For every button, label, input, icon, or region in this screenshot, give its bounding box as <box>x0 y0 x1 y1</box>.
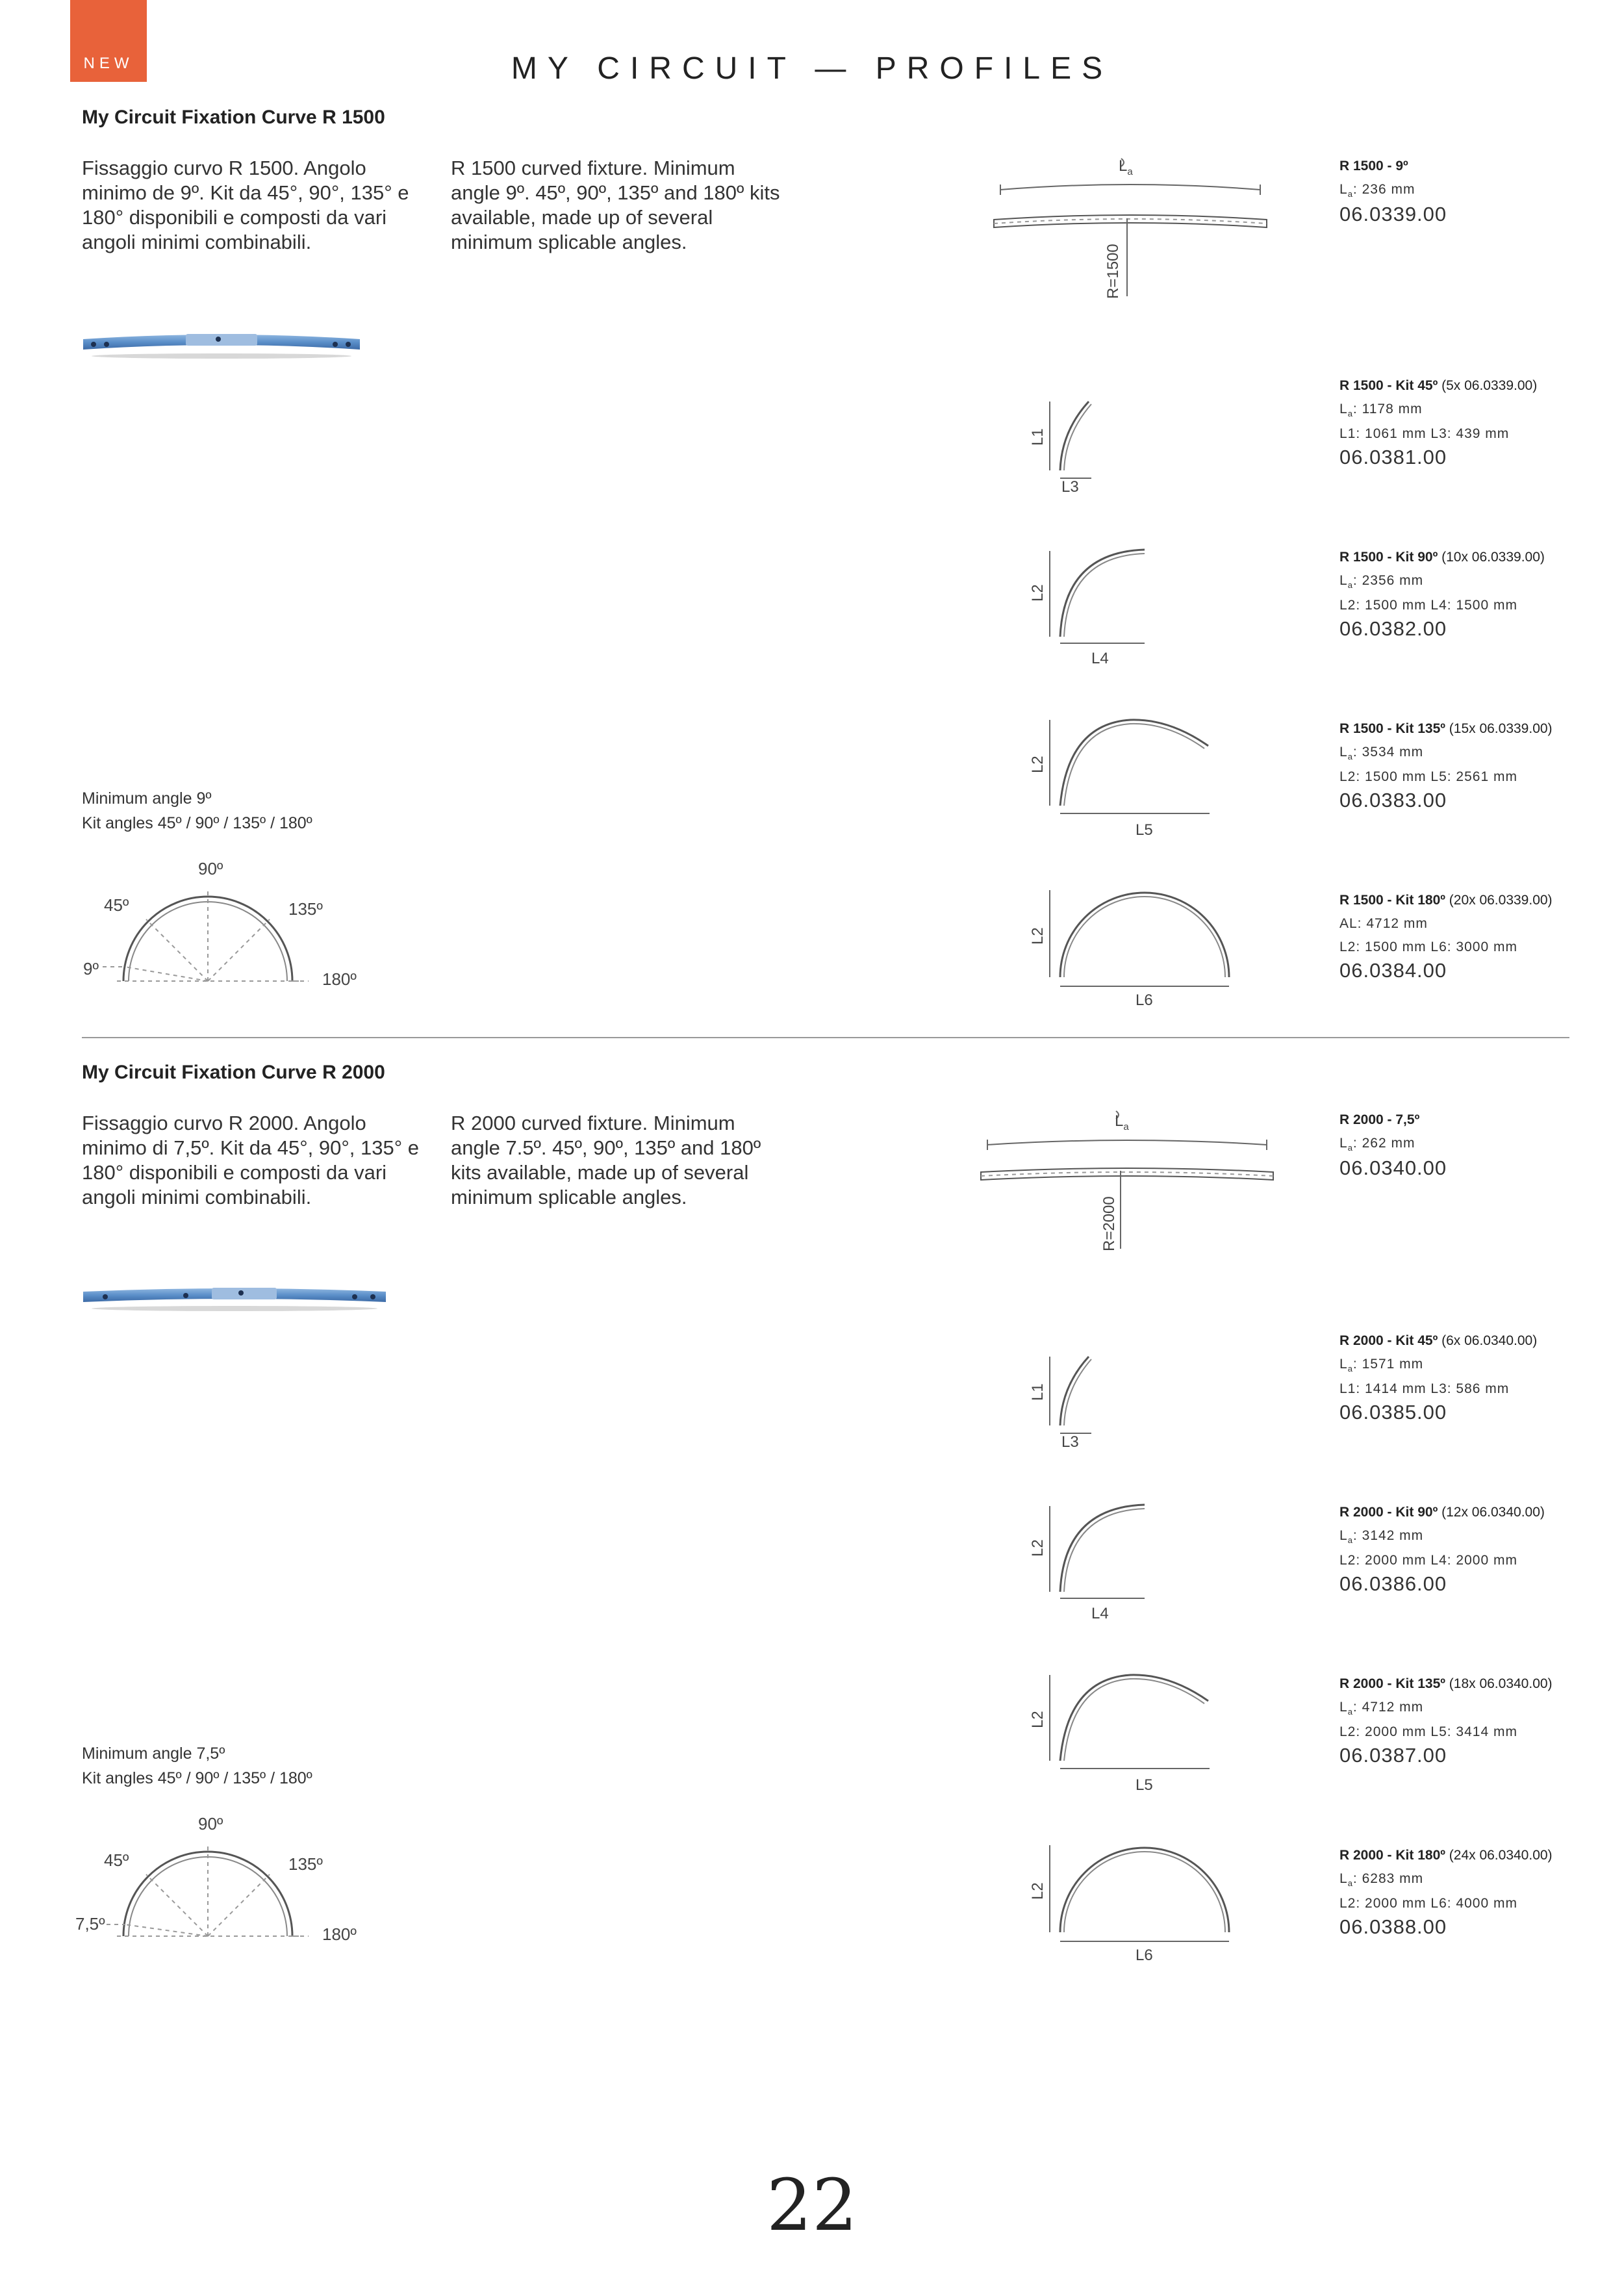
kit135-drawing-r2000 <box>1026 1670 1221 1774</box>
kit90-h-label-r2000: L4 <box>1091 1605 1109 1622</box>
product-code: 06.0384.00 <box>1339 959 1447 982</box>
kit-angles-r2000: Kit angles 45º / 90º / 135º / 180º <box>82 1769 312 1787</box>
kit135-drawing-r1500 <box>1026 715 1221 819</box>
kit135-h-label-r2000: L5 <box>1136 1776 1153 1794</box>
product-spec-r2000-kit45: R 2000 - Kit 45º (6x 06.0340.00) $L_a$: 1571 mm L1: 1414 mm L3: 586 mm 06.0385.00 <box>1339 1333 1538 1424</box>
description-italian-r1500: Fissaggio curvo R 1500. Angolo minimo de 9º. Kit da 45°, 90°, 135° e 180° disponibili e composti da vari angoli minimi combinabili. <box>82 157 409 253</box>
kit45-v-label-r2000: L1 <box>1029 1383 1047 1401</box>
product-spec-r2000-kit135: R 2000 - Kit 135º (18x 06.0340.00) $L_a$: 4712 mm L2: 2000 mm L5: 3414 mm 06.0387.00 <box>1339 1676 1553 1767</box>
kit45-h-label-r1500: L3 <box>1061 478 1079 496</box>
profile-photo-r2000 <box>82 1277 387 1316</box>
angle-min-label: 9º <box>83 959 99 978</box>
product-code: 06.0387.00 <box>1339 1744 1447 1767</box>
product-spec-r1500-kit180: R 1500 - Kit 180º (20x 06.0339.00) AL: 4712 mm L2: 1500 mm L6: 3000 mm 06.0384.00 <box>1339 893 1553 982</box>
product-spec-r1500-kit90: R 1500 - Kit 90º (10x 06.0339.00) $L_a$: 2356 mm L2: 1500 mm L4: 1500 mm 06.0382.00 <box>1339 550 1545 641</box>
radius-label-r2000: R=2000 <box>1100 1196 1118 1251</box>
kit180-drawing-r2000 <box>1026 1840 1241 1944</box>
description-english-r2000: R 2000 curved fixture. Minimum angle 7.5º. 45º, 90º, 135º and 180º kits available, made up of several minimum splicable angles. <box>451 1112 761 1208</box>
angle-90-label: 90º <box>198 859 223 878</box>
angle-135-label: 135º <box>288 899 323 919</box>
product-code: 06.0382.00 <box>1339 617 1447 641</box>
kit45-v-label-r1500: L1 <box>1029 428 1047 446</box>
minimum-angle-r1500: Minimum angle 9º <box>82 789 212 808</box>
product-spec-r2000-7-5: R 2000 - 7,5º $L_a$: 262 mm 06.0340.00 <box>1339 1112 1447 1180</box>
kit180-v-label-r2000: L2 <box>1029 1882 1047 1900</box>
kit90-v-label-r1500: L2 <box>1029 584 1047 602</box>
kit135-v-label-r2000: L2 <box>1029 1711 1047 1728</box>
section-divider <box>82 1037 1569 1038</box>
kit45-h-label-r2000: L3 <box>1061 1433 1079 1451</box>
minimum-angle-r2000: Minimum angle 7,5º <box>82 1744 225 1763</box>
la-label-r2000: $L_a$ <box>1115 1112 1129 1132</box>
product-code: 06.0339.00 <box>1339 203 1447 226</box>
page-title: MY CIRCUIT — PROFILES <box>511 51 1113 86</box>
product-code: 06.0383.00 <box>1339 789 1447 812</box>
description-english-r1500: R 1500 curved fixture. Minimum angle 9º. 45º, 90º, 135º and 180º kits available, made up of several minimum splicable angles. <box>451 157 780 253</box>
kit135-v-label-r1500: L2 <box>1029 756 1047 773</box>
section-title-r1500: My Circuit Fixation Curve R 1500 <box>82 107 385 128</box>
angle-90-label: 90º <box>198 1814 223 1833</box>
angle-180-label: 180º <box>322 1924 357 1944</box>
radius-label-r1500: R=1500 <box>1104 244 1122 299</box>
kit180-drawing-r1500 <box>1026 885 1241 989</box>
kit-angles-r1500: Kit angles 45º / 90º / 135º / 180º <box>82 814 312 832</box>
kit90-v-label-r2000: L2 <box>1029 1539 1047 1557</box>
product-code: 06.0386.00 <box>1339 1572 1447 1596</box>
product-spec-r1500-kit45: R 1500 - Kit 45º (5x 06.0339.00) $L_a$: 1178 mm L1: 1061 mm L3: 439 mm 06.0381.00 <box>1339 378 1538 469</box>
product-code: 06.0340.00 <box>1339 1156 1447 1180</box>
product-name: R 1500 - 9º <box>1339 159 1408 173</box>
product-spec-r2000-kit90: R 2000 - Kit 90º (12x 06.0340.00) $L_a$: 3142 mm L2: 2000 mm L4: 2000 mm 06.0386.00 <box>1339 1505 1545 1596</box>
product-spec-r1500-9: R 1500 - 9º $L_a$: 236 mm 06.0339.00 <box>1339 159 1447 226</box>
kit90-h-label-r1500: L4 <box>1091 650 1109 667</box>
angle-45-label: 45º <box>104 895 129 915</box>
kit135-h-label-r1500: L5 <box>1136 821 1153 839</box>
profile-photo-r1500 <box>82 325 361 364</box>
angle-min-label: 7,5º <box>75 1914 105 1934</box>
kit180-v-label-r1500: L2 <box>1029 927 1047 945</box>
product-code: 06.0381.00 <box>1339 446 1447 469</box>
product-spec-r1500-kit135: R 1500 - Kit 135º (15x 06.0339.00) $L_a$: 3534 mm L2: 1500 mm L5: 2561 mm 06.0383.00 <box>1339 721 1553 812</box>
angle-180-label: 180º <box>322 969 357 989</box>
description-italian-r2000: Fissaggio curvo R 2000. Angolo minimo di 7,5º. Kit da 45°, 90°, 135° e 180° disponibili e composti da vari angoli minimi combinabili. <box>82 1112 419 1208</box>
product-code: 06.0385.00 <box>1339 1401 1447 1424</box>
kit180-h-label-r1500: L6 <box>1136 991 1153 1009</box>
product-spec-r2000-kit180: R 2000 - Kit 180º (24x 06.0340.00) $L_a$: 6283 mm L2: 2000 mm L6: 4000 mm 06.0388.00 <box>1339 1848 1553 1939</box>
angle-45-label: 45º <box>104 1850 129 1870</box>
new-badge: NEW <box>70 0 147 82</box>
page-number: 22 <box>767 2164 857 2247</box>
product-code: 06.0388.00 <box>1339 1915 1447 1939</box>
la-label-r1500: $L_a$ <box>1119 157 1133 177</box>
kit180-h-label-r2000: L6 <box>1136 1947 1153 1964</box>
section-title-r2000: My Circuit Fixation Curve R 2000 <box>82 1062 385 1083</box>
angle-135-label: 135º <box>288 1854 323 1874</box>
